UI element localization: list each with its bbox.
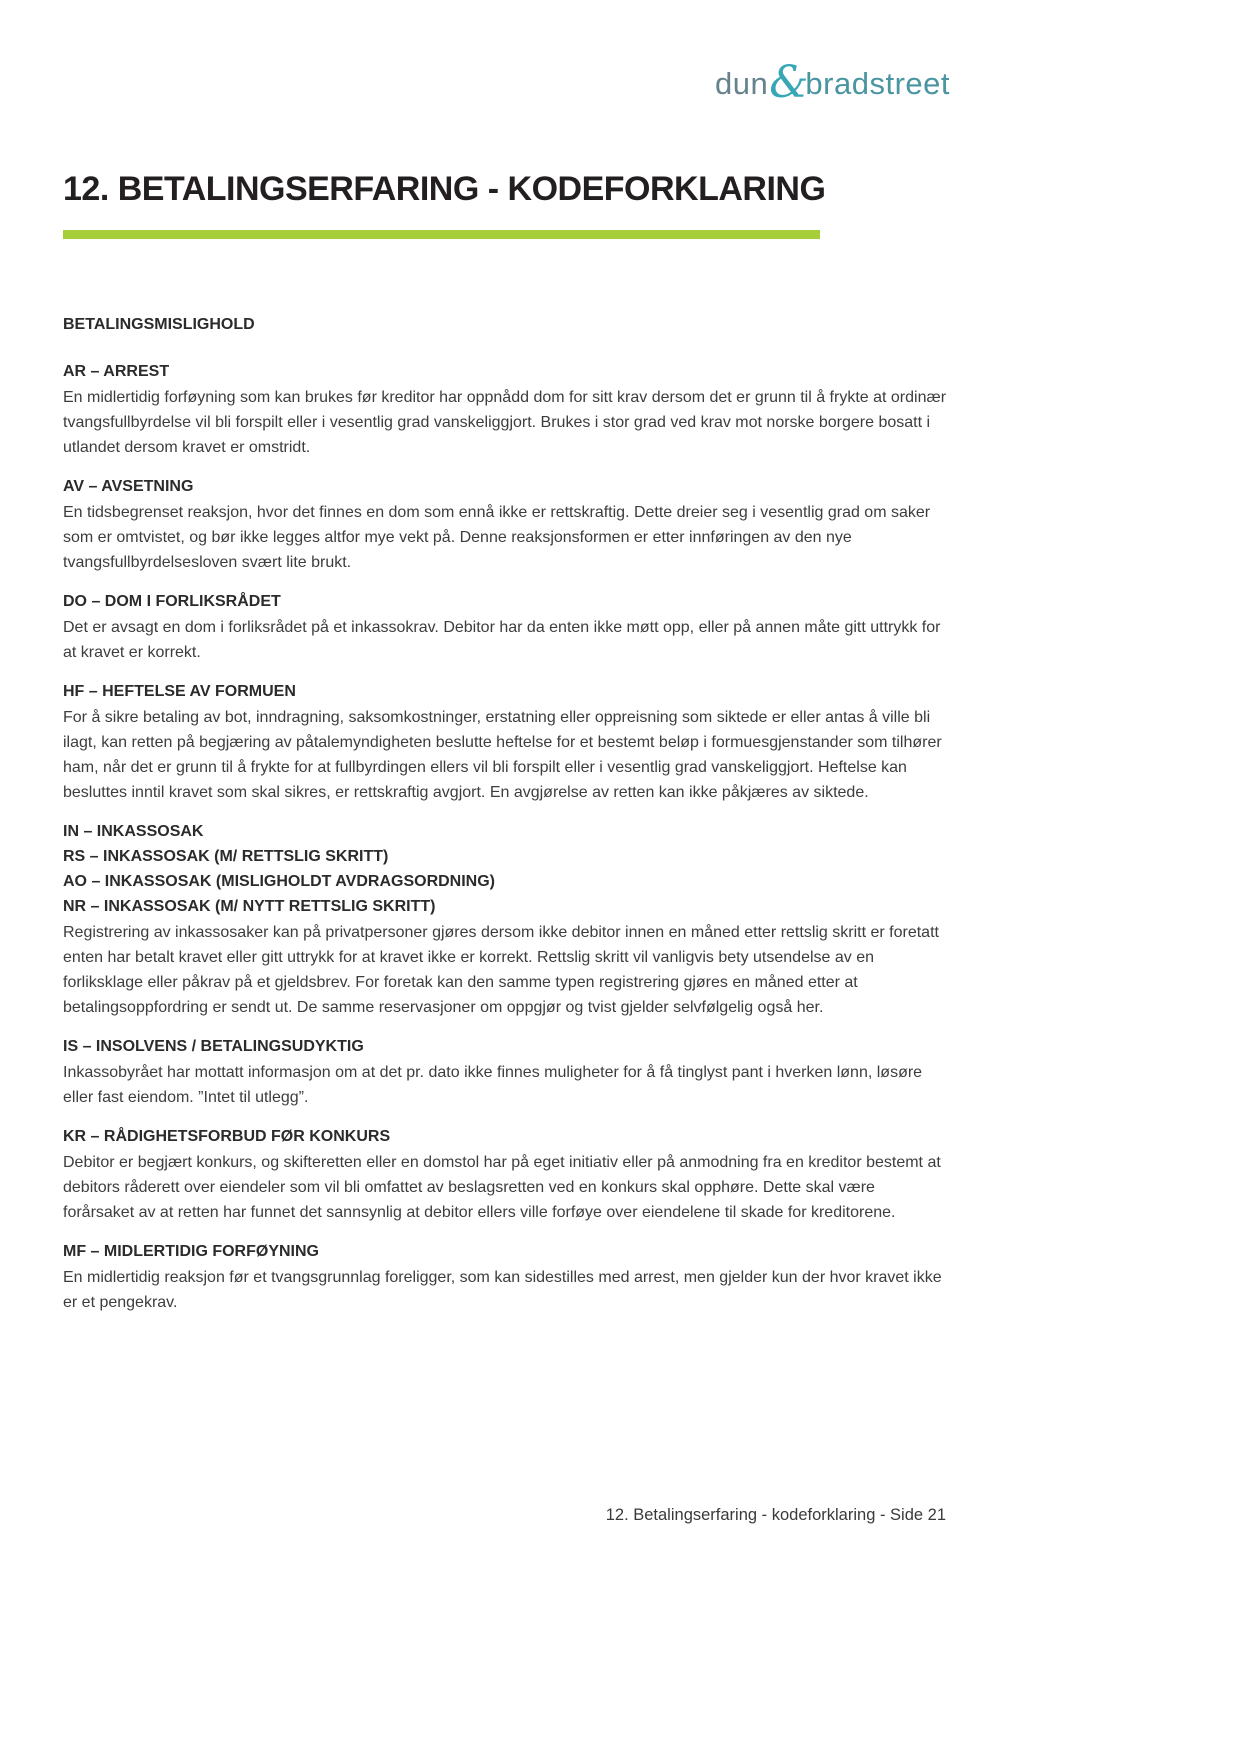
logo-text-dun: dun bbox=[715, 66, 769, 101]
code-entry-do bbox=[63, 589, 949, 665]
code-entry-hf bbox=[63, 679, 949, 805]
code-entry-is bbox=[63, 1034, 949, 1110]
entry-code-heading: AR – ARREST bbox=[63, 363, 170, 380]
entry-body: En midlertidig reaksjon før et tvangsgrunnlag foreligger, som kan sidestilles med arrest, men gjelder kun der hvor kravet ikke er et pengekrav. bbox=[63, 1269, 942, 1311]
logo-ampersand-icon: & bbox=[769, 57, 809, 108]
entry-body: En tidsbegrenset reaksjon, hvor det finnes en dom som ennå ikke er rettskraftig. Dette dreier seg i vesentlig grad om saker som er omtvistet, og bør ikke legges altfor mye vekt på. Denne reaksjonsformen er etter innføringen av den nye tvangsfullbyrdelsesloven svært lite brukt. bbox=[63, 504, 931, 571]
entry-body: En midlertidig forføyning som kan brukes før kreditor har oppnådd dom for sitt krav dersom det er grunn til å frykte at ordinær tvangsfullbyrdelse vil bli forspilt eller i vesentlig grad vanskeliggjort. Brukes i stor grad ved krav mot norske borgere bosatt i utlandet dersom kravet er omstridt. bbox=[63, 389, 947, 456]
entry-body: Det er avsagt en dom i forliksrådet på et inkassokrav. Debitor har da enten ikke møtt opp, eller på annen måte gitt uttrykk for at kravet er korrekt. bbox=[63, 619, 941, 661]
document-content bbox=[63, 312, 949, 1329]
section-header: BETALINGSMISLIGHOLD bbox=[63, 316, 255, 333]
title-underline-bar bbox=[63, 230, 820, 239]
dnb-logo bbox=[715, 57, 950, 108]
entry-code-heading: AO – INKASSOSAK (MISLIGHOLDT AVDRAGSORDNING) bbox=[63, 873, 496, 890]
page-title: 12. BETALINGSERFARING - KODEFORKLARING bbox=[63, 170, 826, 208]
entry-body: Inkassobyrået har mottatt informasjon om at det pr. dato ikke finnes muligheter for å få tinglyst pant i hverken lønn, løsøre eller fast eiendom. ”Intet til utlegg”. bbox=[63, 1064, 923, 1106]
code-entry-kr bbox=[63, 1124, 949, 1225]
code-entry-ar bbox=[63, 359, 949, 460]
code-entry-inkasso-group bbox=[63, 819, 949, 1020]
entry-code-heading: IN – INKASSOSAK bbox=[63, 823, 204, 840]
code-entry-mf bbox=[63, 1239, 949, 1315]
entry-code-heading: NR – INKASSOSAK (M/ NYTT RETTSLIG SKRITT) bbox=[63, 898, 436, 915]
entry-code-heading: IS – INSOLVENS / BETALINGSUDYKTIG bbox=[63, 1038, 364, 1055]
entry-body: For å sikre betaling av bot, inndragning, saksomkostninger, erstatning eller oppreisning som siktede er eller antas å ville bli ilagt, kan retten på begjæring av påtalemyndigheten beslutte heftelse for et bestemt beløp i formuesgjenstander som tilhører ham, når det er grunn til å frykte for at fullbyrdingen ellers vil bli forspilt eller i vesentlig grad vanskeliggjort. Heftelse kan besluttes inntil kravet som skal sikres, er rettskraftig avgjort. En avgjørelse av retten kan ikke påkjæres av siktede. bbox=[63, 709, 942, 801]
entry-code-heading: HF – HEFTELSE AV FORMUEN bbox=[63, 683, 296, 700]
code-entry-av bbox=[63, 474, 949, 575]
entry-code-heading: AV – AVSETNING bbox=[63, 478, 194, 495]
entry-code-heading: RS – INKASSOSAK (M/ RETTSLIG SKRITT) bbox=[63, 848, 389, 865]
page-footer: 12. Betalingserfaring - kodeforklaring - Side 21 bbox=[605, 1506, 946, 1524]
entry-body: Debitor er begjært konkurs, og skifteretten eller en domstol har på eget initiativ eller på anmodning fra en kreditor bestemt at debitors råderett over eiendeler som vil bli omfattet av beslagsretten ved en konkurs skal opphøre. Dette skal være forårsaket av at retten har funnet det sannsynlig at debitor ellers ville forføye over eiendelene til skade for kreditorene. bbox=[63, 1154, 941, 1221]
entry-code-heading: MF – MIDLERTIDIG FORFØYNING bbox=[63, 1243, 319, 1260]
entry-body: Registrering av inkassosaker kan på privatpersoner gjøres dersom ikke debitor innen en måned etter rettslig skritt er foretatt enten har betalt kravet eller gitt uttrykk for at kravet ikke er korrekt. Rettslig skritt vil vanligvis bety utsendelse av en forliksklage eller påkrav på et gjeldsbrev. For foretak kan den samme typen registrering gjøres en måned etter at betalingsoppfordring er sendt ut. De samme reservasjoner om oppgjør og tvist gjelder selvfølgelig også her. bbox=[63, 924, 939, 1016]
logo-text-bradstreet: bradstreet bbox=[805, 66, 950, 101]
entry-code-heading: KR – RÅDIGHETSFORBUD FØR KONKURS bbox=[63, 1128, 391, 1145]
entry-code-heading: DO – DOM I FORLIKSRÅDET bbox=[63, 593, 281, 610]
